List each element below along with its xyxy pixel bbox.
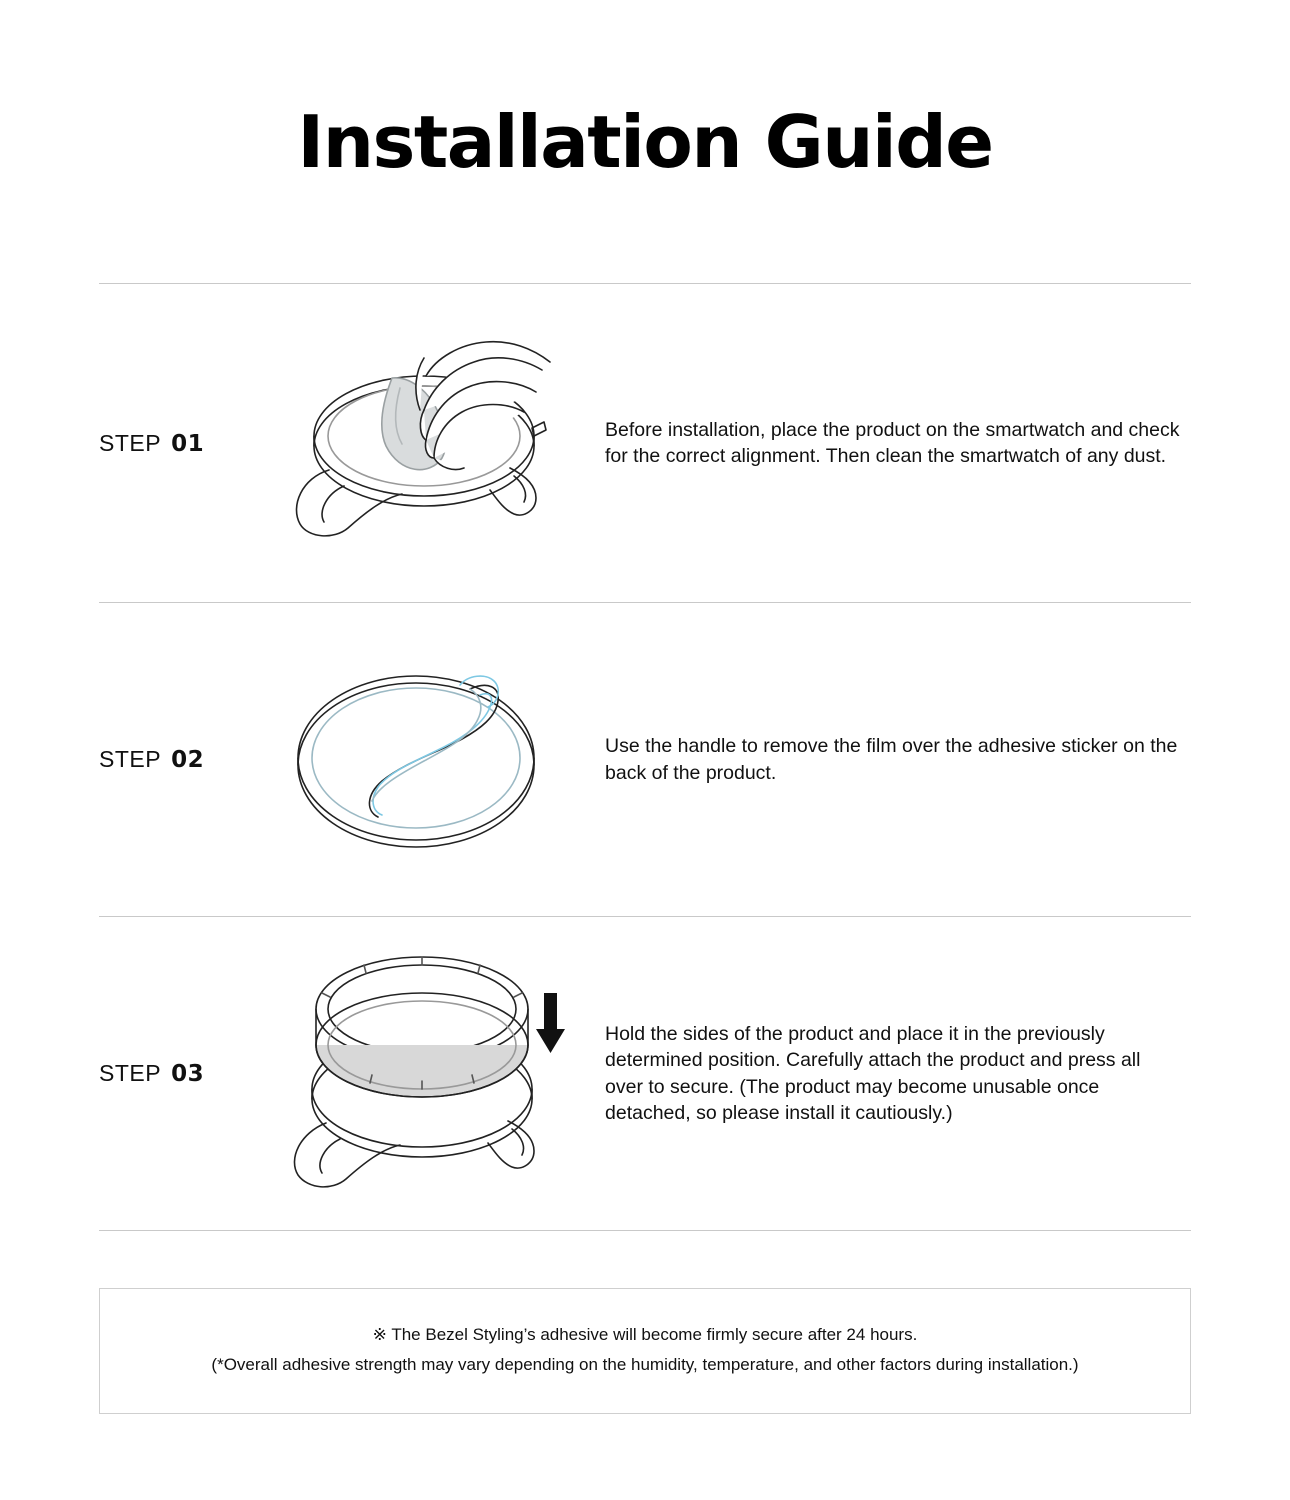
step-word: STEP — [99, 429, 162, 456]
step-figure-01 — [259, 318, 589, 568]
steps-list — [99, 284, 1191, 1230]
step-row — [99, 917, 1191, 1230]
step-figure-02 — [259, 645, 589, 875]
step-label-03 — [99, 1060, 259, 1087]
watch-cleaning-illustration — [274, 318, 574, 568]
step-number: 02 — [171, 747, 205, 773]
step-label-01 — [99, 430, 259, 457]
step-word: STEP — [99, 1060, 162, 1086]
step-text-03: Hold the sides of the product and place it in the previously determined position. Carefully attach the product and press all over to secure. (The product may become unusable once detached, so please install it cautiously.) — [605, 1022, 1141, 1124]
step-text-02: Use the handle to remove the film over the adhesive sticker on the back of the product. — [605, 735, 1178, 784]
step-row — [99, 284, 1191, 602]
page-title: Installation Guide — [297, 100, 993, 184]
notice-box — [99, 1288, 1191, 1414]
down-arrow-icon — [536, 993, 565, 1053]
step-figure-03 — [259, 949, 589, 1199]
step-number: 01 — [171, 430, 205, 457]
step-word: STEP — [99, 746, 162, 772]
step-row — [99, 603, 1191, 916]
notice-line-1: ※ The Bezel Styling’s adhesive will become firmly secure after 24 hours. — [372, 1325, 918, 1344]
step-text-01: Before installation, place the product on the smartwatch and check for the correct alignment. Then clean the smartwatch of any dust. — [605, 418, 1180, 467]
step-number: 03 — [171, 1061, 205, 1087]
divider-bottom — [99, 1230, 1191, 1231]
bezel-film-removal-illustration — [274, 645, 574, 875]
notice-line-2: (*Overall adhesive strength may vary depending on the humidity, temperature, and other factors during installation.) — [211, 1354, 1079, 1374]
bezel-attach-illustration — [274, 949, 574, 1199]
step-label-02 — [99, 746, 259, 773]
